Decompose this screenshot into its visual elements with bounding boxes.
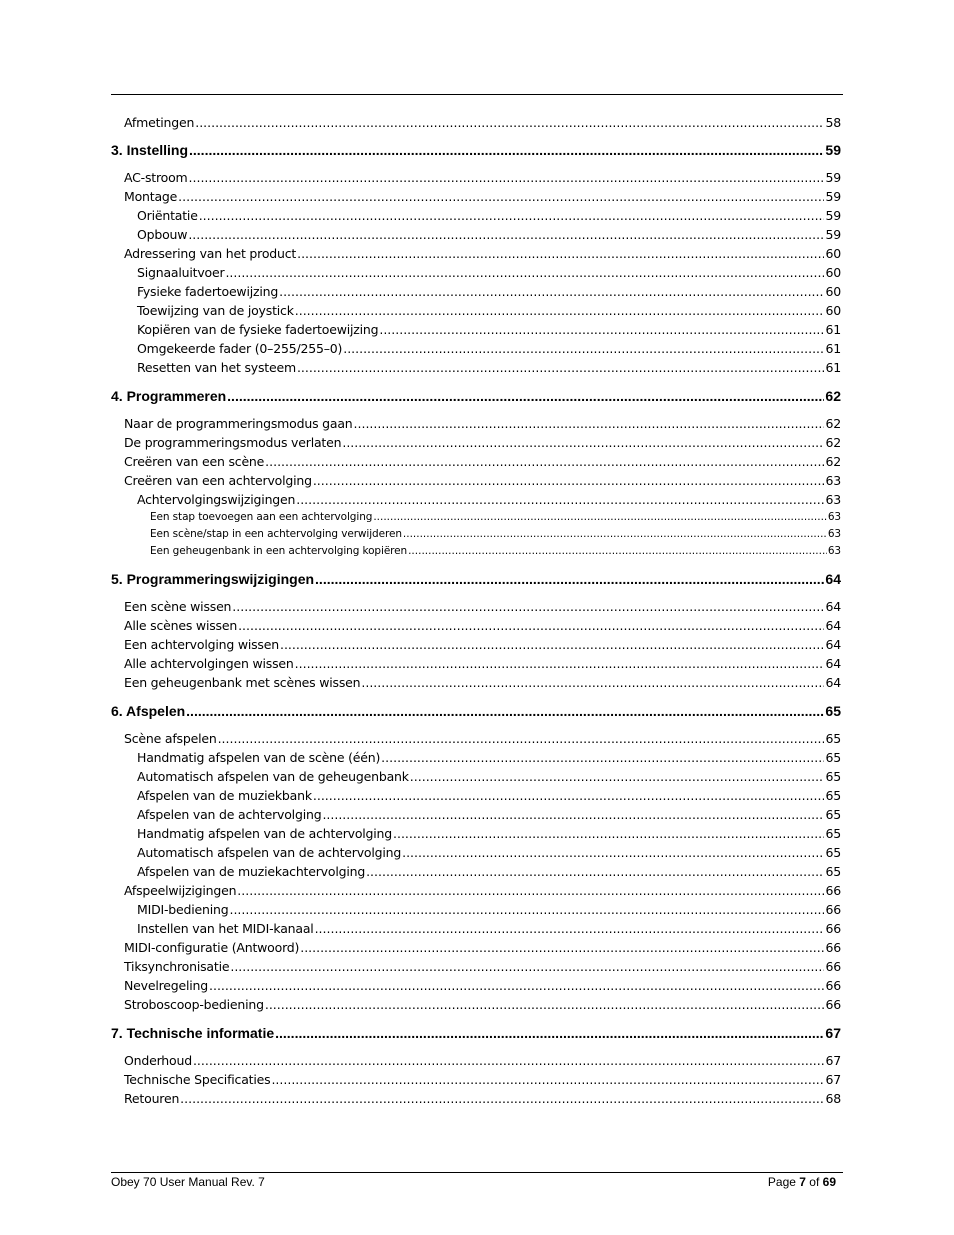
toc-chapter-entry[interactable] [111, 388, 841, 404]
toc-entry-page: 65 [825, 845, 841, 860]
toc-entry-label: Scène afspelen [124, 731, 217, 746]
toc-dot-leader [279, 284, 824, 299]
toc-entry[interactable] [137, 360, 841, 375]
toc-entry-label: Alle scènes wissen [124, 618, 238, 633]
toc-entry[interactable] [137, 208, 841, 223]
toc-entry-page: 64 [825, 599, 841, 614]
toc-entry-label: MIDI-bediening [137, 902, 229, 917]
toc-entry[interactable] [137, 769, 841, 784]
toc-entry[interactable] [124, 170, 841, 185]
toc-dot-leader [178, 189, 824, 204]
toc-entry-label: Fysieke fadertoewijzing [137, 284, 279, 299]
toc-chapter-entry[interactable] [111, 703, 841, 719]
toc-entry-page: 65 [825, 807, 841, 822]
toc-entry[interactable] [150, 545, 841, 557]
toc-entry[interactable] [137, 807, 841, 822]
header-rule [111, 94, 843, 95]
toc-entry-label: Signaaluitvoer [137, 265, 225, 280]
toc-dot-leader [195, 115, 824, 130]
toc-entry[interactable] [137, 227, 841, 242]
toc-entry-page: 67 [825, 1053, 841, 1068]
toc-entry-page: 58 [825, 115, 841, 130]
toc-entry[interactable] [124, 246, 841, 261]
footer-page-total: 69 [822, 1175, 836, 1189]
toc-entry-page: 59 [825, 189, 841, 204]
toc-entry-page: 60 [825, 284, 841, 299]
toc-entry[interactable] [124, 637, 841, 652]
toc-entry[interactable] [137, 845, 841, 860]
toc-entry[interactable] [124, 189, 841, 204]
toc-entry[interactable] [124, 656, 841, 671]
toc-entry-label: Afspelen van de muziekbank [137, 788, 312, 803]
toc-dot-leader [271, 1072, 824, 1087]
toc-entry-label: 5. Programmeringswijzigingen [111, 571, 315, 587]
toc-dot-leader [229, 902, 824, 917]
toc-entry-page: 59 [825, 170, 841, 185]
toc-entry[interactable] [124, 959, 841, 974]
toc-dot-leader [227, 388, 824, 404]
toc-entry-page: 66 [825, 902, 841, 917]
toc-entry-label: Handmatig afspelen van de achtervolging [137, 826, 393, 841]
toc-entry-page: 60 [825, 265, 841, 280]
toc-entry-label: Een scène/stap in een achtervolging verwijderen [150, 528, 402, 540]
toc-entry[interactable] [124, 435, 841, 450]
toc-entry-label: Alle achtervolgingen wissen [124, 656, 294, 671]
footer-page-of: of [805, 1175, 823, 1189]
toc-entry-page: 65 [825, 703, 841, 719]
toc-dot-leader [297, 246, 824, 261]
toc-entry-page: 63 [825, 473, 841, 488]
toc-entry-page: 62 [825, 416, 841, 431]
toc-entry[interactable] [124, 618, 841, 633]
toc-entry-page: 63 [827, 511, 841, 523]
toc-entry-label: Resetten van het systeem [137, 360, 296, 375]
toc-entry-page: 66 [825, 921, 841, 936]
toc-entry[interactable] [124, 416, 841, 431]
toc-entry-label: Een stap toevoegen aan een achtervolging [150, 511, 373, 523]
toc-dot-leader [361, 675, 824, 690]
toc-entry-page: 64 [825, 637, 841, 652]
toc-entry-label: Nevelregeling [124, 978, 208, 993]
toc-entry-page: 64 [825, 571, 841, 587]
toc-entry-page: 62 [825, 388, 841, 404]
toc-entry-label: Opbouw [137, 227, 188, 242]
toc-entry-page: 59 [825, 142, 841, 158]
toc-entry[interactable] [137, 265, 841, 280]
toc-entry-page: 68 [825, 1091, 841, 1106]
toc-entry-page: 67 [825, 1025, 841, 1041]
toc-entry-page: 61 [825, 322, 841, 337]
toc-dot-leader [373, 511, 827, 523]
toc-entry-label: Adressering van het product [124, 246, 297, 261]
toc-dot-leader [366, 864, 824, 879]
toc-dot-leader [379, 322, 824, 337]
toc-entry-page: 66 [825, 978, 841, 993]
toc-entry[interactable] [124, 1072, 841, 1087]
toc-dot-leader [342, 435, 824, 450]
toc-entry[interactable] [124, 1091, 841, 1106]
toc-entry-label: De programmeringsmodus verlaten [124, 435, 342, 450]
toc-dot-leader [343, 341, 824, 356]
toc-entry-page: 66 [825, 959, 841, 974]
toc-entry-page: 59 [825, 227, 841, 242]
toc-entry[interactable] [137, 492, 841, 507]
toc-chapter-entry[interactable] [111, 1025, 841, 1041]
toc-entry[interactable] [150, 528, 841, 540]
toc-entry[interactable] [137, 902, 841, 917]
toc-entry-label: 3. Instelling [111, 142, 189, 158]
toc-entry-label: Toewijzing van de joystick [137, 303, 294, 318]
toc-entry-label: 4. Programmeren [111, 388, 227, 404]
footer-page-number [768, 1175, 836, 1189]
toc-entry-label: Een geheugenbank in een achtervolging kopiëren [150, 545, 408, 557]
toc-entry-page: 60 [825, 246, 841, 261]
toc-entry-page: 59 [825, 208, 841, 223]
toc-entry[interactable] [124, 675, 841, 690]
toc-entry[interactable] [137, 750, 841, 765]
toc-entry-page: 65 [825, 788, 841, 803]
toc-entry-page: 64 [825, 618, 841, 633]
toc-entry-page: 62 [825, 435, 841, 450]
toc-dot-leader [315, 571, 824, 587]
toc-entry-label: Afspelen van de muziekachtervolging [137, 864, 366, 879]
toc-entry-label: 7. Technische informatie [111, 1025, 275, 1041]
toc-dot-leader [280, 637, 825, 652]
toc-entry-page: 63 [827, 528, 841, 540]
toc-dot-leader [209, 978, 824, 993]
toc-dot-leader [295, 656, 825, 671]
toc-entry[interactable] [137, 341, 841, 356]
toc-dot-leader [237, 883, 824, 898]
toc-dot-leader [313, 473, 825, 488]
toc-dot-leader [193, 1053, 825, 1068]
toc-entry[interactable] [124, 978, 841, 993]
toc-dot-leader [199, 208, 825, 223]
toc-entry-page: 64 [825, 656, 841, 671]
toc-dot-leader [180, 1091, 824, 1106]
toc-dot-leader [354, 416, 825, 431]
toc-dot-leader [300, 940, 824, 955]
toc-dot-leader [296, 492, 824, 507]
toc-dot-leader [265, 997, 825, 1012]
toc-dot-leader [218, 731, 825, 746]
toc-entry[interactable] [150, 511, 841, 523]
toc-entry[interactable] [124, 1053, 841, 1068]
toc-dot-leader [189, 170, 825, 185]
toc-entry-label: Kopiëren van de fysieke fadertoewijzing [137, 322, 379, 337]
toc-dot-leader [230, 959, 824, 974]
toc-entry[interactable] [137, 322, 841, 337]
toc-dot-leader [189, 142, 824, 158]
toc-entry-label: Omgekeerde fader (0–255/255–0) [137, 341, 343, 356]
toc-entry[interactable] [137, 921, 841, 936]
toc-entry-label: Een achtervolging wissen [124, 637, 279, 652]
toc-dot-leader [410, 769, 825, 784]
toc-entry-label: Een geheugenbank met scènes wissen [124, 675, 361, 690]
toc-entry-label: Creëren van een scène [124, 454, 265, 469]
footer-page-current: 7 [799, 1175, 806, 1189]
toc-dot-leader [238, 618, 824, 633]
footer-title: Obey 70 User Manual Rev. 7 [111, 1175, 265, 1189]
footer-page-prefix: Page [767, 1175, 800, 1189]
toc-dot-leader [186, 703, 824, 719]
toc-dot-leader [403, 528, 827, 540]
toc-entry-label: Retouren [124, 1091, 180, 1106]
toc-entry-page: 65 [825, 731, 841, 746]
toc-entry-label: Naar de programmeringsmodus gaan [124, 416, 353, 431]
toc-entry-label: Afspelen van de achtervolging [137, 807, 322, 822]
toc-entry[interactable] [137, 864, 841, 879]
toc-entry[interactable] [124, 997, 841, 1012]
toc-entry-page: 66 [825, 997, 841, 1012]
toc-entry-label: Automatisch afspelen van de achtervolging [137, 845, 402, 860]
toc-entry-label: Automatisch afspelen van de geheugenbank [137, 769, 409, 784]
toc-entry[interactable] [124, 883, 841, 898]
toc-entry[interactable] [124, 473, 841, 488]
toc-entry[interactable] [124, 115, 841, 130]
toc-entry[interactable] [124, 940, 841, 955]
toc-dot-leader [402, 845, 824, 860]
toc-entry[interactable] [137, 284, 841, 299]
toc-entry-label: Achtervolgingswijzigingen [137, 492, 296, 507]
toc-entry[interactable] [137, 303, 841, 318]
toc-entry-page: 63 [827, 545, 841, 557]
toc-dot-leader [225, 265, 824, 280]
toc-dot-leader [232, 599, 824, 614]
toc-entry-label: Montage [124, 189, 178, 204]
toc-dot-leader [265, 454, 824, 469]
footer-rule [111, 1172, 843, 1173]
toc-entry-page: 61 [825, 341, 841, 356]
toc-entry-page: 66 [825, 940, 841, 955]
toc-dot-leader [393, 826, 824, 841]
toc-entry[interactable] [124, 454, 841, 469]
toc-chapter-entry[interactable] [111, 142, 841, 158]
toc-entry-label: AC-stroom [124, 170, 188, 185]
toc-dot-leader [315, 921, 825, 936]
toc-dot-leader [408, 545, 827, 557]
toc-dot-leader [297, 360, 825, 375]
toc-entry[interactable] [124, 599, 841, 614]
toc-entry-page: 61 [825, 360, 841, 375]
toc-entry-page: 64 [825, 675, 841, 690]
toc-dot-leader [188, 227, 824, 242]
toc-dot-leader [381, 750, 824, 765]
toc-dot-leader [295, 303, 825, 318]
toc-entry-label: Handmatig afspelen van de scène (één) [137, 750, 381, 765]
toc-dot-leader [275, 1025, 824, 1041]
toc-entry-label: Technische Specificaties [124, 1072, 271, 1087]
toc-entry-label: Tiksynchronisatie [124, 959, 230, 974]
toc-entry-page: 67 [825, 1072, 841, 1087]
toc-entry[interactable] [137, 788, 841, 803]
toc-entry-label: Afspeelwijzigingen [124, 883, 237, 898]
toc-entry-label: Stroboscoop-bediening [124, 997, 264, 1012]
toc-entry-page: 60 [825, 303, 841, 318]
toc-entry-page: 65 [825, 750, 841, 765]
toc-dot-leader [313, 788, 825, 803]
toc-entry-label: Een scène wissen [124, 599, 232, 614]
toc-entry-page: 65 [825, 826, 841, 841]
toc-chapter-entry[interactable] [111, 571, 841, 587]
toc-entry-label: Creëren van een achtervolging [124, 473, 312, 488]
toc-entry-label: 6. Afspelen [111, 703, 186, 719]
toc-entry-label: Onderhoud [124, 1053, 192, 1068]
toc-entry[interactable] [124, 731, 841, 746]
toc-entry-label: Instellen van het MIDI-kanaal [137, 921, 314, 936]
toc-entry-page: 66 [825, 883, 841, 898]
toc-entry-page: 65 [825, 769, 841, 784]
toc-entry[interactable] [137, 826, 841, 841]
toc-entry-page: 63 [825, 492, 841, 507]
toc-entry-label: Afmetingen [124, 115, 195, 130]
toc-entry-label: MIDI-configuratie (Antwoord) [124, 940, 300, 955]
toc-entry-page: 65 [825, 864, 841, 879]
toc-entry-label: Oriëntatie [137, 208, 198, 223]
toc-dot-leader [322, 807, 824, 822]
toc-entry-page: 62 [825, 454, 841, 469]
